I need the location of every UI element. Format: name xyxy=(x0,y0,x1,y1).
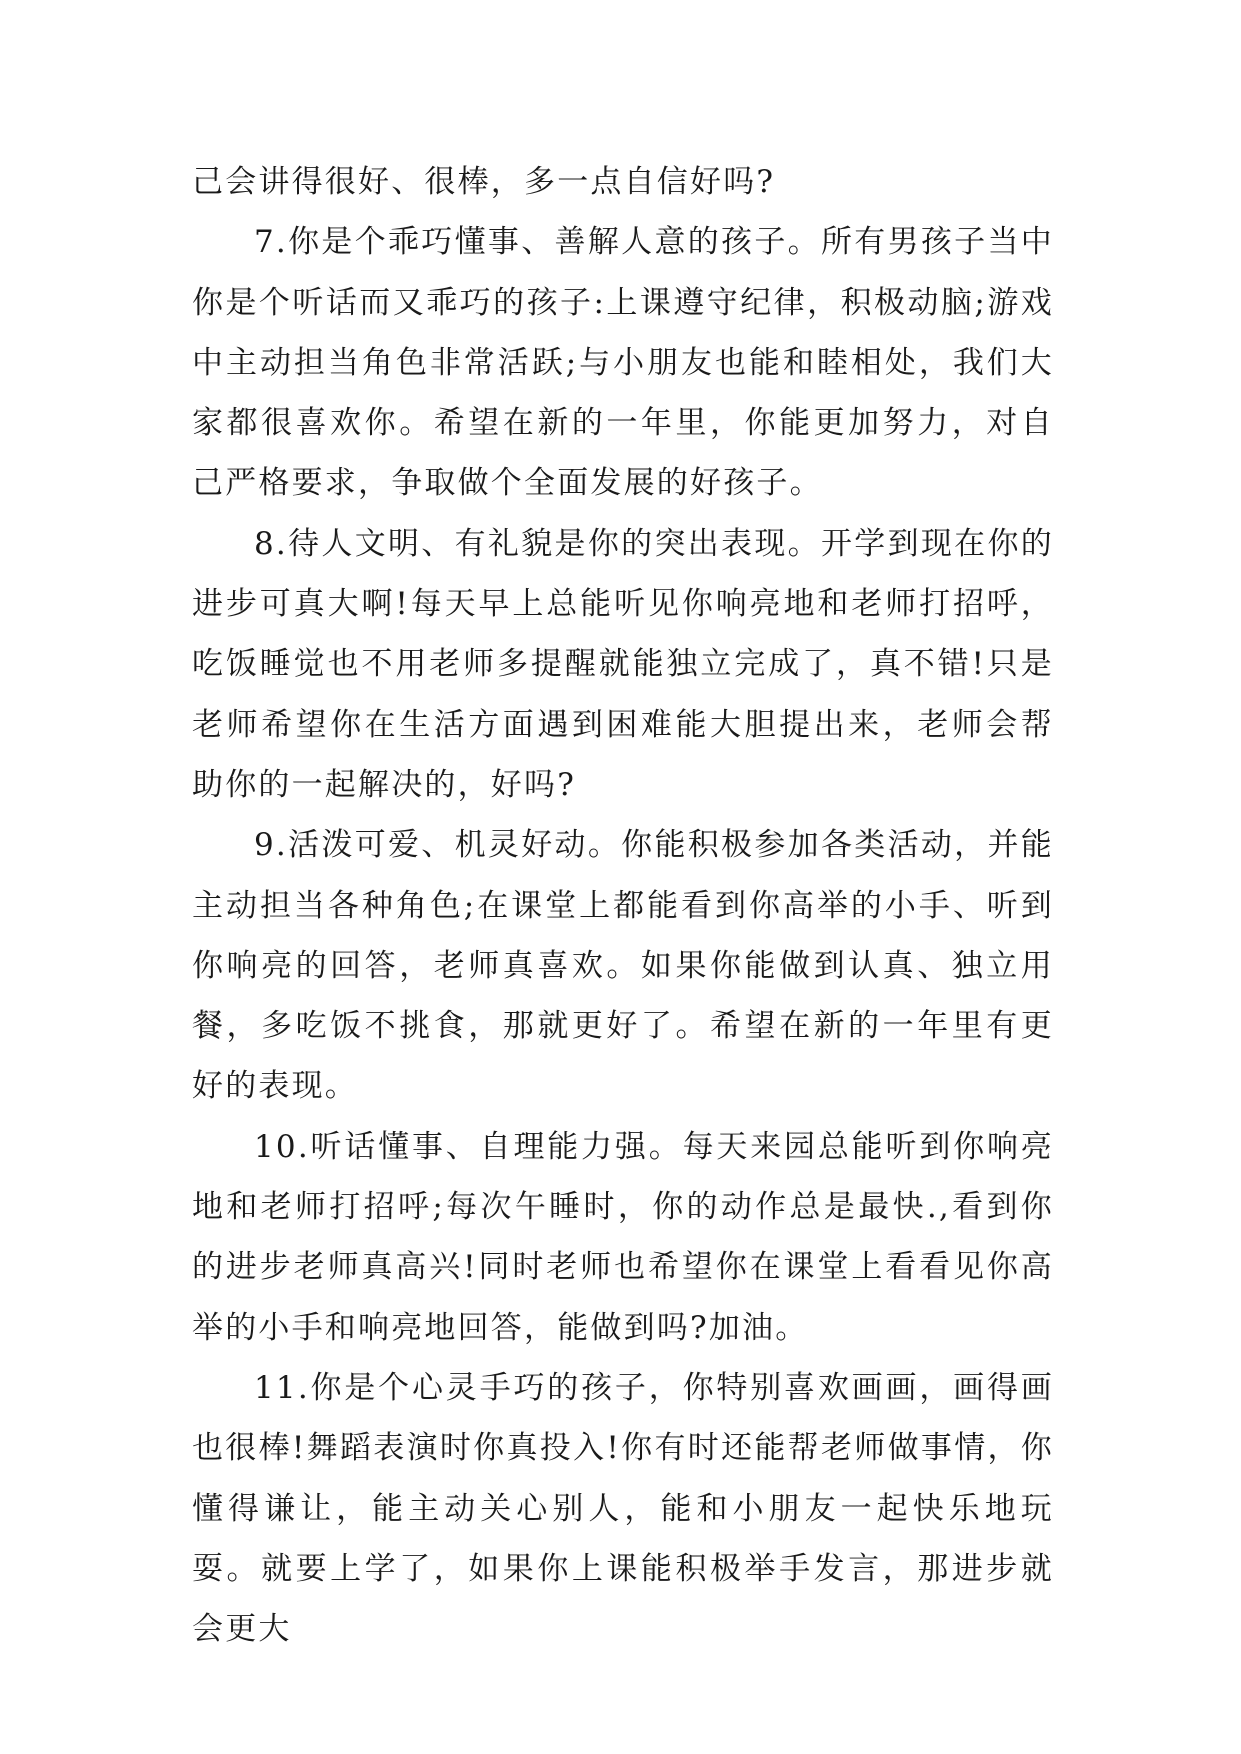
paragraph-9: 9.活泼可爱、机灵好动。你能积极参加各类活动，并能主动担当各种角色;在课堂上都能看到你高举的小手、听到你响亮的回答，老师真喜欢。如果你能做到认真、独立用餐，多吃饭不挑食，那就更好了。希望在新的一年里有更好的表现。 xyxy=(192,827,1054,1105)
paragraph-8: 8.待人文明、有礼貌是你的突出表现。开学到现在你的进步可真大啊!每天早上总能听见你响亮地和老师打招呼，吃饭睡觉也不用老师多提醒就能独立完成了，真不错!只是老师希望你在生活方面遇到困难能大胆提出来，老师会帮助你的一起解决的，好吗? xyxy=(192,525,1054,803)
document-body xyxy=(192,152,1054,1659)
paragraph-11: 11.你是个心灵手巧的孩子，你特别喜欢画画，画得画也很棒!舞蹈表演时你真投入!你有时还能帮老师做事情，你懂得谦让，能主动关心别人，能和小朋友一起快乐地玩耍。就要上学了，如果你上课能积极举手发言，那进步就会更大 xyxy=(192,1369,1054,1648)
paragraph-continuation: 己会讲得很好、很棒，多一点自信好吗? xyxy=(192,164,776,200)
paragraph-10: 10.听话懂事、自理能力强。每天来园总能听到你响亮地和老师打招呼;每次午睡时，你的动作总是最快.,看到你的进步老师真高兴!同时老师也希望你在课堂上看看见你高举的小手和响亮地回答，能做到吗?加油。 xyxy=(192,1128,1054,1346)
paragraph-7: 7.你是个乖巧懂事、善解人意的孩子。所有男孩子当中你是个听话而又乖巧的孩子:上课遵守纪律，积极动脑;游戏中主动担当角色非常活跃;与小朋友也能和睦相处，我们大家都很喜欢你。希望在新的一年里，你能更加努力，对自己严格要求，争取做个全面发展的好孩子。 xyxy=(192,224,1054,502)
